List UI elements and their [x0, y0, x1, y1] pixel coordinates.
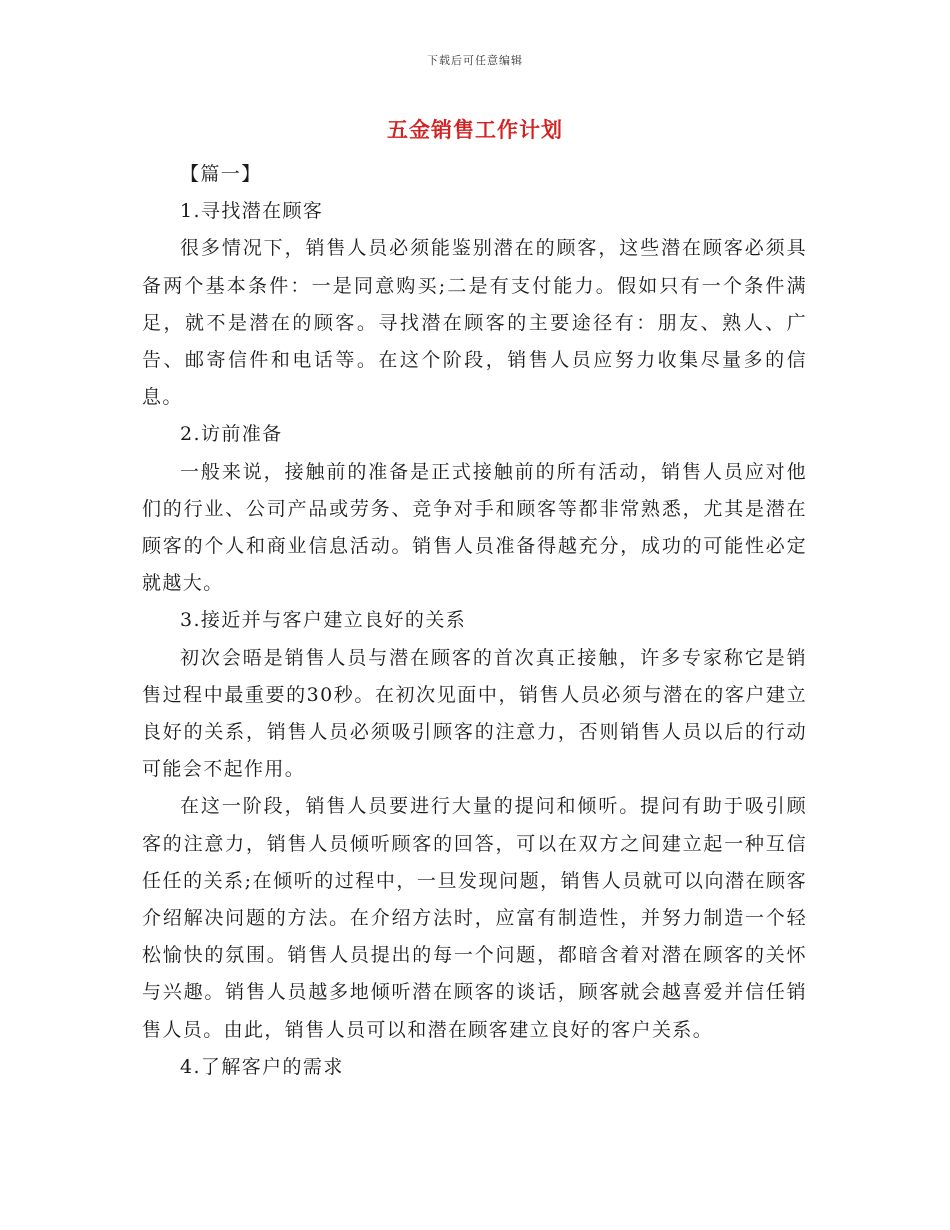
- paragraph: 在这一阶段，销售人员要进行大量的提问和倾听。提问有助于吸引顾客的注意力，销售人员倾听顾客的回答，可以在双方之间建立起一种互信任任的关系;在倾听的过程中，一旦发现问题，销售人员就可以向潜在顾客介绍解决问题的方法。在介绍方法时，应富有制造性，并努力制造一个轻松愉快的氛围。销售人员提出的每一个问题，都暗含着对潜在顾客的关怀与兴趣。销售人员越多地倾听潜在顾客的谈话，顾客就会越喜爱并信任销售人员。由此，销售人员可以和潜在顾客建立良好的客户关系。: [142, 795, 807, 1041]
- paragraph: 一般来说，接触前的准备是正式接触前的所有活动，销售人员应对他们的行业、公司产品或劳务、竞争对手和顾客等都非常熟悉，尤其是潜在顾客的个人和商业信息活动。销售人员准备得越充分，成功的可能性必定就越大。: [142, 460, 807, 595]
- paragraph: 初次会晤是销售人员与潜在顾客的首次真正接触，许多专家称它是销售过程中最重要的30秒。在初次见面中，销售人员必须与潜在的客户建立良好的关系，销售人员必须吸引顾客的注意力，否则销售人员以后的行动可能会不起作用。: [142, 646, 807, 781]
- document-title: 五金销售工作计划: [387, 117, 563, 142]
- heading-2: 2.访前准备: [180, 423, 283, 446]
- paragraph: 很多情况下，销售人员必须能鉴别潜在的顾客，这些潜在顾客必须具备两个基本条件：一是同意购买;二是有支付能力。假如只有一个条件满足，就不是潜在的顾客。寻找潜在顾客的主要途径有：朋友、熟人、广告、邮寄信件和电话等。在这个阶段，销售人员应努力收集尽量多的信息。: [142, 237, 807, 409]
- heading-4: 4.了解客户的需求: [180, 1055, 344, 1078]
- page-header-note: 下载后可任意编辑: [427, 54, 523, 67]
- document-body: [142, 156, 807, 1086]
- heading-1: 1.寻找潜在顾客: [180, 200, 324, 223]
- heading-3: 3.接近并与客户建立良好的关系: [180, 609, 467, 632]
- section-label: 【篇一】: [180, 163, 262, 185]
